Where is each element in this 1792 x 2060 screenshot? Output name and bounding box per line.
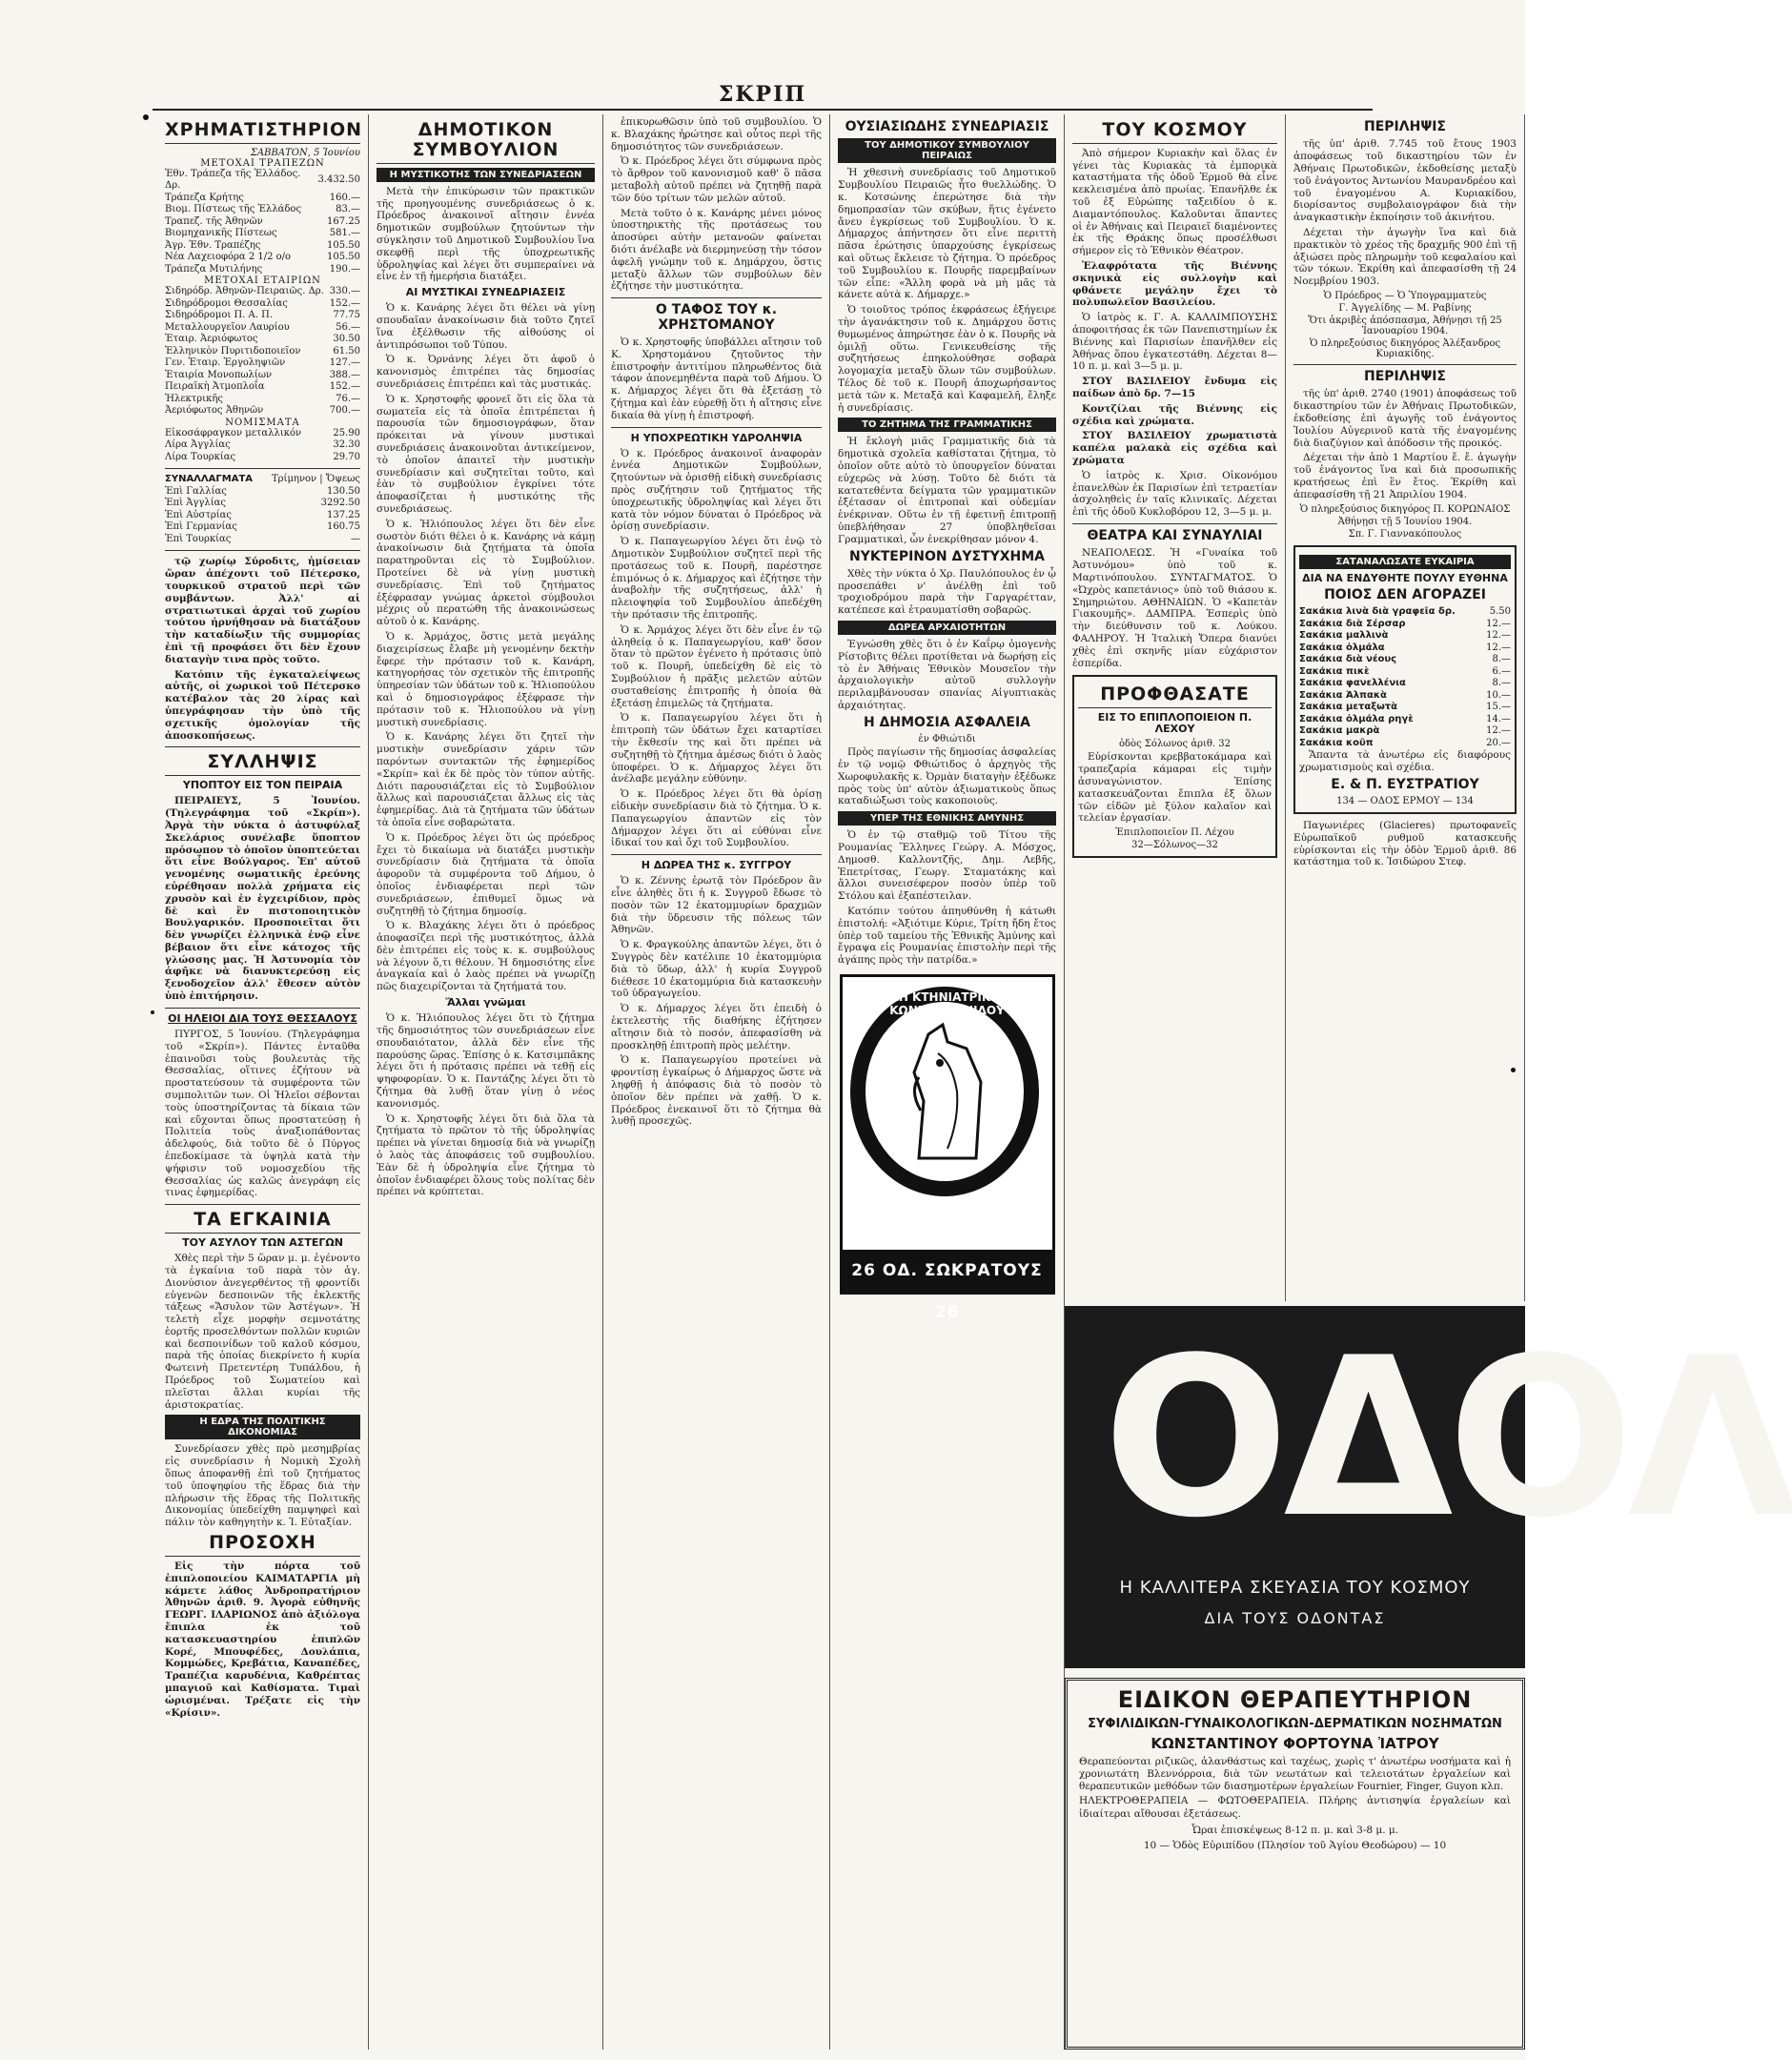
- rate-row: [165, 216, 360, 229]
- world-text: Ἀπὸ σήμερον Κυριακὴν καὶ ὅλας ἐν γένει τὰς Κυριακὰς τὰ ἐμπορικὰ καταστήματα τῆς ὁδοῦ Ἑρμοῦ θὰ εἶνε κεκλεισμένα ἀπὸ πρωίας. Ἐπανῆλθε ἐκ τοῦ ἐξ Εὐρώπης ταξειδίου ὁ κ. Διαμαντόπουλος. Καλοῦνται ἅπαντες οἱ ἐν Ἀθήναις καὶ Πειραιεῖ διαμένοντες ἐκ τῆς Θράκης ὅπως προσέλθωσι σήμερον εἰς τὸ Ἐθνικὸν Θέατρον.: [1072, 147, 1277, 257]
- safety-text: Πρὸς παγίωσιν τῆς δημοσίας ἀσφαλείας ἐν τῷ νομῷ Φθιώτιδος ὁ ἀρχηγὸς τῆς Χωροφυλακῆς κ. Ὀρμὰν διαταγὴν ἐξέδωκε πρὸς τοὺς ὑπ' αὐτὸν ἀξιωματικοὺς ὅπως καταδιώξωσι τοὺς κακοποιοὺς.: [838, 746, 1056, 807]
- opening-subtitle: ΤΟΥ ΑΣΥΛΟΥ ΤΩΝ ΑΣΤΕΓΩΝ: [182, 1236, 343, 1250]
- price-item-label: Σακάκια διὰ Σέρσαρ: [1299, 618, 1406, 629]
- grammar-title: ΤΟ ΖΗΤΗΜΑ ΤΗΣ ΓΡΑΜΜΑΤΙΚΗΣ: [838, 418, 1056, 432]
- rate-name: Ἐταιρ. Ἀεριόφωτος: [165, 334, 258, 345]
- summary-1-lawyer: Ὁ πληρεξούσιος δικηγόρος Ἀλέξανδρος Κυριακίδης.: [1309, 337, 1501, 359]
- masthead-title: ΣΚΡΙΠ: [718, 82, 807, 107]
- rate-row: [165, 394, 360, 406]
- rate-row: [165, 439, 360, 452]
- rate-value: 330.—: [329, 286, 360, 297]
- furniture-ad: [1072, 675, 1277, 858]
- c3-p2: Ὁ κ. Πρόεδρος λέγει ὅτι σύμφωνα πρὸς τὸ ἄρθρον τοῦ κανονισμοῦ καθ' ὃ πᾶσα μεταβολὴ αὐτοῦ πρέπει νὰ ζητηθῇ παρὰ τῶν δύο τρίτων τῶν μελῶν αὐτοῦ.: [611, 155, 822, 204]
- rate-row: [165, 240, 360, 253]
- theatre-text: ΝΕΑΠΟΛΕΩΣ. Ἡ «Γυναίκα τοῦ Ἀστυνόμου» ὑπὸ τοῦ κ. Μαρτινόπουλου. ΣΥΝΤΑΓΜΑΤΟΣ. Ὁ «Ὠχρὸς καπετάνιος» ὑπὸ τοῦ θιάσου κ. Σημηριώτου. ΑΘΗΝΑΙΩΝ. Ὁ «Καπετὰν Γιακουμῆς». ΔΑΜΠΡΑ. Ἑσπερὶς ὑπὸ τὴν διεύθυνσιν τοῦ κ. Λούκου. ΦΑΛΗΡΟΥ. Ἡ Ἰταλικὴ Ὄπερα διανύει χθὲς ἐπὶ σκηνῆς μίαν εὐχάριστον ἑσπερίδα.: [1072, 547, 1277, 669]
- arrest-subtitle: ΥΠΟΠΤΟΥ ΕΙΣ ΤΟΝ ΠΕΙΡΑΙΑ: [182, 779, 343, 792]
- price-item-value: 12.—: [1486, 642, 1511, 653]
- council-p7: Ὁ κ. Κανάρης λέγει ὅτι ζητεῖ τὴν μυστικὴν συνεδρίασιν χάριν τῶν παρόντων συντακτῶν τῆς ἐφημερίδος «Σκρίπ» καὶ ἐκ δὲ πρὸς τὸν τύπον αὐτῆς. Διότι παρουσιάζεται εἰς τὸ Συμβούλιον ἄλλως καὶ παρουσιάζεται ἄλλως εἰς τὰς ἐφημερίδας. Διὰ τὰ ζητήματα τῶν ὑδάτων τὰ ὁποῖα εἶνε σοβαρώτατα.: [377, 731, 595, 828]
- furniture-ad-title: ΠΡΟΦΘΑΣΑΤΕ: [1078, 684, 1272, 708]
- price-item-value: 12.—: [1486, 630, 1511, 641]
- secret-head: ΑΙ ΜΥΣΤΙΚΑΙ ΣΥΝΕΔΡΙΑΣΕΙΣ: [405, 286, 566, 299]
- rate-row: [165, 534, 360, 546]
- furniture-ad-footer: Ἐπιπλοποιεῖον Π. Λέχου: [1115, 827, 1234, 839]
- rate-name: Ἐπὶ Τουρκίας: [165, 533, 232, 544]
- rate-value: 581.—: [329, 228, 360, 239]
- rate-row: [165, 204, 360, 216]
- syngros-text-3: Ὁ κ. Δήμαρχος λέγει ὅτι ἐπειδὴ ὁ ἐκτελεστὴς τῆς διαθήκης ἐζήτησεν αἴτησιν διὰ τὸ ποσόν, ἀπεφασίσθη νὰ προσκληθῇ ἐπιτροπὴ πρὸς μελέτην.: [611, 1003, 822, 1051]
- rate-value: 388.—: [329, 369, 360, 380]
- council-p9: Ὁ κ. Βλαχάκης λέγει ὅτι ὁ πρόεδρος ἀποφασίζει περὶ τῆς μυστικότητος, ἀλλὰ δὲν ἐπιτρέπει εἰς τοὺς κ. κ. συμβούλους νὰ λέγουν ὅ,τι θέλουν. Ἡ δημοσιότης εἶνε ἀναγκαία καὶ ὁ λαὸς πρέπει νὰ γνωρίζῃ πῶς διαχειρίζονται τὰ ζητήματά του.: [377, 920, 595, 993]
- attention-title: ΠΡΟΣΟΧΗ: [165, 1533, 360, 1557]
- rate-name: Ἐπὶ Γερμανίας: [165, 521, 237, 533]
- fx-text-2: Κατόπιν τῆς ἐγκαταλείψεως αὐτῆς, οἱ χωρικοὶ τοῦ Πέτερσκο κατέβαλον τὰς 20 λίρας καὶ ὑπεγράφησαν τὴν ὑπὸ τῆς σχετικῆς ὁμολογίαν τῆς ἀποσκοπήσεως.: [165, 668, 360, 742]
- companies-table: [165, 286, 360, 418]
- clothing-ad-subtitle-2: ΠΟΙΟΣ ΔΕΝ ΑΓΟΡΑΖΕΙ: [1324, 586, 1486, 602]
- vienna-text: Ὁ ἰατρὸς κ. Γ. Α. ΚΑΛΛΙΜΠΟΥΣΗΣ ἀποφοιτήσας ἐκ τῶν Πανεπιστημίων ἐκ Βιέννης καὶ Παρισίων ἐπανῆλθεν εἰς Ἀθήνας ὅπου ἐγκατεστάθη. Δέχεται 8—10 π. μ. καὶ 3—5 μ. μ.: [1072, 312, 1277, 373]
- rate-row: [165, 521, 360, 534]
- coins-table: [165, 428, 360, 464]
- price-list-item: [1299, 666, 1511, 679]
- rate-row: [165, 228, 360, 240]
- rate-value: 127.—: [329, 357, 360, 369]
- elis-text: ΠΥΡΓΟΣ, 5 Ἰουνίου. (Τηλεγράφημα τοῦ «Σκρίπ»). Πάντες ἐνταῦθα ἐπαινοῦσι τοὺς βουλευτὰς τῆς Θεσσαλίας, οἵτινες ἐζήτουν νὰ προστατεύσουν τὰ συμφέροντα τῶν συμπολιτῶν των. Οἱ Ἠλεῖοι σέβονται τοὺς ὑποστηρίζοντας τὰ δίκαια τῶν καὶ εὔχονται ὅπως προστατεύσῃ ἡ Πολιτεία τοὺς ἀναξιοπάθοντας ἀδελφούς, διὰ τοῦτο δὲ ὁ Πύργος ἐπεδοκίμασε τὰ ὑψηλὰ κατὰ τὴν ψήφισιν τοῦ νομοσχεδίου τῆς Θεσσαλίας ὡς καλῶς ἀνεγράφη εἰς τινας ἐφημερίδας.: [165, 1028, 360, 1199]
- rate-name: Τραπεζ. τῆς Ἀθηνῶν: [165, 215, 263, 227]
- rate-value: 152.—: [329, 381, 360, 393]
- rate-value: 700.—: [329, 405, 360, 417]
- clothing-shop-name: Ε. & Π. ΕΥΣΤΡΑΤΙΟΥ: [1331, 776, 1479, 792]
- c3-p1: ἐπικυρωθῶσιν ὑπὸ τοῦ συμβουλίου. Ὁ κ. Βλαχάκης ἠρώτησε καὶ οὗτος περὶ τῆς δημοσιότητος τῶν συνεδριάσεων.: [611, 116, 822, 153]
- rate-name: Ἠλεκτρικῆς: [165, 393, 223, 404]
- clothing-ad-text: Ἅπαντα τὰ ἀνωτέρω εἰς διαφόρους χρωματισμοὺς καὶ σχέδια.: [1299, 749, 1511, 773]
- summary-1-signer-names: Γ. Ἀγγελίδης — Μ. Ραβίνης: [1338, 302, 1472, 314]
- rate-row: [165, 322, 360, 335]
- price-list-item: [1299, 642, 1511, 655]
- clothing-ad: [1293, 545, 1517, 814]
- council-p5: Ὁ κ. Ἠλιόπουλος λέγει ὅτι δὲν εἶνε σωστὸν διότι θέλει ὁ κ. Κανάρης νὰ κάμῃ ἀνακοίνωσιν διὰ ζητήματα τὰ ὁποῖα παρατηροῦνται εἰς τὸ Συμβούλιον. Προτείνει δὲ νὰ γίνῃ μυστικὴ συνεδρίασις. Ἐπὶ τοῦ ζητήματος ἐξέφρασαν γνώμας ἀρκετοὶ σύμβουλοι μέχρις οὗ περατώθη τῆς ἀνακοινώσεως αὐτοῦ ὁ κ. Κανάρης.: [377, 518, 595, 628]
- defense-text-2: Κατόπιν τούτου ἀπηυθύνθη ἡ κάτωθι ἐπιστολή: «Ἀξιότιμε Κύριε, Τρίτη ἤδη ἔτος ὑπὲρ τοῦ ταμείου τῆς Ἐθνικῆς Ἀμύνης καὶ ἔγραψα εἰς Ρουμανίας ἐπιστολὴν περὶ τῆς ἀγάπης πρὸς τὴν πατρίδα.»: [838, 906, 1056, 967]
- rate-value: 105.50: [327, 239, 360, 251]
- print-speck: [143, 114, 149, 120]
- tomb-title: Ο ΤΑΦΟΣ ΤΟΥ κ. ΧΡΗΣΤΟΜΑΝΟΥ: [655, 302, 778, 333]
- rate-name: Βιομ. Πίστεως τῆς Ἑλλάδος: [165, 204, 302, 215]
- attention-text: Εἰς τὴν πόρτα τοῦ ἐπιπλοποιείου ΚΑΙΜΑΤΑΡΓΙΑ μὴ κάμετε λάθος Ἀνδροπρατήριον Ἀθηνῶν ἀριθ. 9. Ἀγορὰ εὐθηνῆς ΓΕΩΡΓ. ΙΛΑΡΙΩΝΟΣ ἀπὸ ἀξιόλογα ἔπιπλα ἐκ τοῦ κατασκευαστηρίου ἐπιπλῶν Κορέ, Μπουφέδες, Δουλάπια, Κομμώδες, Κρεβάτια, Καναπέδες, Τραπέζια καρυδένια, Καθρέπτας μπαγιοῦ καὶ Καθίσματα. Τιμαὶ ὡρισμέναι. Τρέξατε εἰς τὴν «Κρίσιν».: [165, 1560, 360, 1719]
- price-item-label: Σακάκια πικὲ: [1299, 665, 1370, 677]
- defense-title: ΥΠΕΡ ΤΗΣ ΕΘΝΙΚΗΣ ΑΜΥΝΗΣ: [838, 811, 1056, 826]
- price-item-label: Σακάκια λινὰ διὰ γραφεῖα δρ.: [1299, 606, 1456, 617]
- rate-row: [165, 486, 360, 499]
- new-opinions-head: Ἄλλαι γνῶμαι: [445, 996, 526, 1010]
- price-item-label: Σακάκια διὰ νέους: [1299, 654, 1397, 664]
- rate-row: [165, 334, 360, 346]
- rate-name: Πειραϊκὴ Ἀτμοπλοΐα: [165, 381, 265, 393]
- furniture-ad-address: 32—Σόλωνος—32: [1131, 840, 1218, 851]
- summary-1-text-2: Δέχεται τὴν ἀγωγὴν ἵνα καὶ διὰ πρακτικὸν τὸ χρέος τῆς δραχμῆς 900 ἐπὶ τῇ ἀξιώσει πρὸς πληρωμὴν τοῦ κεφαλαίου καὶ τῶν τόκων. Ἐκρίθη καὶ ἀπεφασίσθη τῇ 24 Νοεμβρίου 1903.: [1293, 226, 1517, 288]
- price-item-value: 14.—: [1486, 713, 1511, 724]
- gift-text: Ἐγνώσθη χθὲς ὅτι ὁ ἐν Καΐρῳ ὁμογενὴς Ρίστοβιτς θέλει προτίθεται νὰ δωρήσῃ εἰς τὸ ἐν Ἀθήναις Ἐθνικὸν Μουσεῖον τὴν ἀρχαιολογικὴν αὐτοῦ συλλογὴν περιλαμβάνουσαν σπανίας Αἰγυπτιακὰς ἀρχαιότητας.: [838, 639, 1056, 712]
- rate-name: Λίρα Ἀγγλίας: [165, 439, 231, 451]
- rate-name: Μεταλλουργεῖον Λαυρίου: [165, 321, 290, 333]
- rate-name: Ἐταιρία Μονοπωλίων: [165, 369, 273, 380]
- clinic-subtitle: ΣΥΦΙΛΙΔΙΚΩΝ-ΓΥΝΑΙΚΟΛΟΓΙΚΩΝ-ΔΕΡΜΑΤΙΚΩΝ ΝΟΣΗΜΑΤΩΝ: [1088, 1717, 1502, 1731]
- price-item-value: 5.50: [1489, 606, 1511, 617]
- rate-name: Ἐπὶ Αὐστρίας: [165, 509, 233, 520]
- price-list-item: [1299, 678, 1511, 690]
- syngros-title: Η ΔΩΡΕΑ ΤΗΣ κ. ΣΥΓΓΡΟΥ: [641, 859, 792, 872]
- council-subtitle: Η ΜΥΣΤΙΚΟΤΗΣ ΤΩΝ ΣΥΝΕΔΡΙΑΣΕΩΝ: [377, 168, 595, 182]
- rate-value: 29.70: [333, 451, 360, 462]
- rate-name: Γεν. Ἐταιρ. Ἐργοληψιῶν: [165, 357, 286, 369]
- rate-name: Νέα Λαχειοφόρα 2 1/2 ο/ο: [165, 252, 292, 263]
- furniture-ad-street: ὁδὸς Σόλωνος ἀριθ. 32: [1119, 739, 1231, 750]
- rate-value: 160.—: [329, 192, 360, 203]
- defense-text: Ὁ ἐν τῷ σταθμῷ τοῦ Τίτου τῆς Ρουμανίας Ἕλληνες Γεώργ. Α. Μόσχος, Δημοσθ. Καλλοντζῆς, Δημ. Λεβῆς, Ἐπετρίτσας, Γεωργ. Σταματάκης καὶ ἄλλοι συνεισέφερον ποσὸν ὑπὲρ τοῦ Στόλου καὶ ἐξαπέστειλαν.: [838, 829, 1056, 903]
- exchange-title: ΧΡΗΜΑΤΙΣΤΗΡΙΟΝ: [165, 120, 360, 144]
- rate-name: Λίρα Τουρκίας: [165, 451, 236, 462]
- rate-value: 160.75: [327, 521, 360, 533]
- council-p3: Ὁ κ. Ὀρνάνης λέγει ὅτι ἀφοῦ ὁ κανονισμὸς ἐπιτρέπει τὰς δημοσίας συνεδριάσεις ἐπιτρέπει καὶ τὰς μυστικάς.: [377, 354, 595, 391]
- rate-row: [165, 286, 360, 298]
- clothing-ad-subtitle: ΔΙΑ ΝΑ ΕΝΔΥΘΗΤΕ ΠΟΥΛΥ ΕΥΘΗΝΑ: [1302, 571, 1508, 584]
- column-6: [1286, 114, 1525, 1301]
- rate-row: [165, 298, 360, 311]
- rate-row: [165, 405, 360, 418]
- price-item-label: Σακάκια μαλλινὰ: [1299, 630, 1389, 641]
- syngros-text-2: Ὁ κ. Φραγκούλης ἀπαντῶν λέγει, ὅτι ὁ Συγγρὸς δὲν κατέλιπε 10 ἑκατομμύρια διὰ τὸ ὕδωρ, ἀλλ' ἡ κυρία Συγγροῦ διέθεσε 10 ἑκατομμύρια διὰ κατασκευὴν τοῦ ὑδραγωγείου.: [611, 939, 822, 1000]
- odol-tagline: Η ΚΑΛΛΙΤΕΡΑ ΣΚΕΥΑΣΙΑ ΤΟΥ ΚΟΣΜΟΥ: [1119, 1578, 1471, 1598]
- rate-row: [165, 310, 360, 322]
- summary-1-signers: Ὁ Πρόεδρος — Ὁ Ὑπογραμματεὺς: [1323, 290, 1487, 301]
- council-title: ΔΗΜΟΤΙΚΟΝ ΣΥΜΒΟΥΛΙΟΝ: [377, 120, 595, 164]
- syngros-text-1: Ὁ κ. Ζέννης ἐρωτᾷ τὸν Πρόεδρον ἂν εἶνε ἀληθὲς ὅτι ἡ κ. Συγγροῦ ἔδωσε τὸ ποσὸν τῶν 12 ἑκατομμυρίων δραχμῶν διὰ τὴν ὕδρευσιν τῆς πόλεως τῶν Ἀθηνῶν.: [611, 875, 822, 936]
- price-list-item: [1299, 619, 1511, 631]
- rate-name: Σιδηρόδρομοι Θεσσαλίας: [165, 297, 288, 309]
- price-item-label: Σακάκια ὀλμάλα: [1299, 642, 1385, 653]
- rate-name: Ἐπὶ Γαλλίας: [165, 485, 227, 497]
- summary-1-title: ΠΕΡΙΛΗΨΙΣ: [1364, 119, 1446, 134]
- rate-value: 130.50: [327, 485, 360, 497]
- rate-row: [165, 370, 360, 382]
- price-list-item: [1299, 654, 1511, 666]
- rate-value: 137.25: [327, 509, 360, 520]
- rate-value: 56.—: [336, 321, 360, 333]
- politics-text: Συνεδρίασεν χθὲς πρὸ μεσημβρίας εἰς συνεδρίασιν ἡ Νομικὴ Σχολὴ ὅπως ἀποφανθῇ ἐπὶ τοῦ ζητήματος τοῦ ὑποψηφίου τῆς ἕδρας διὰ τὴν πλήρωσιν τῆς ἕδρας τῆς Πολιτικῆς Δικονομίας ὑπεδείχθη παμψηφεὶ καὶ πάλιν τὸν καθηγητὴν κ. Ἰ. Εὐταξίαν.: [165, 1443, 360, 1529]
- clinic-doctor: ΚΩΝΣΤΑΝΤΙΝΟΥ ΦΟΡΤΟΥΝΑ ἸΑΤΡΟΥ: [1151, 1735, 1439, 1752]
- rate-name: Σιδηρόδρ. Ἀθηνῶν-Πειραιῶς. Δρ.: [165, 286, 324, 297]
- clothing-shop-address: 134 — ΟΔΟΣ ΕΡΜΟΥ — 134: [1336, 795, 1474, 806]
- price-list-item: [1299, 702, 1511, 714]
- water-text-3: Ὁ κ. Ἀρμάχος λέγει ὅτι δὲν εἶνε ἐν τῷ ἀληθείᾳ ὁ κ. Παπαγεωργίου, καθ' ὅσον ὅταν τὸ πρῶτον ἐγένετο ἡ πρότασις ὑπὸ τοῦ κ. Πουρῆ, ὑπεδείχθη δὲ εἰς τὸ Συμβούλιον ἡ πρᾶξις μελετῶν αὐτῶν συσταθείσης ἐπιτροπῆς ἡ ὁποία θὰ ἐξετάσῃ ἐπιμελῶς τὰ ζητήματα.: [611, 623, 822, 709]
- summary-2-title: ΠΕΡΙΛΗΨΙΣ: [1364, 368, 1446, 384]
- print-speck: [151, 1010, 154, 1014]
- price-list-item: [1299, 606, 1511, 619]
- companies-head: ΜΕΤΟΧΑΙ ΕΤΑΙΡΙΩΝ: [204, 275, 321, 287]
- council-p8: Ὁ κ. Πρόεδρος λέγει ὅτι ὡς πρόεδρος ἔχει τὸ δικαίωμα νὰ διατάξει μυστικὴν συνεδρίασιν διὰ ζητήματα τὰ ὁποῖα ἀφοροῦν τὰ συμφέροντα τοῦ Δήμου, ὁ ὁποῖος ἐνδιαφέρεται περὶ τῶν συνεδριάσεων, ἐπιθυμεῖ ὅμως νὰ συζητηθῇ τὸ ζήτημα δημοσίᾳ.: [377, 831, 595, 917]
- column-2: [369, 114, 603, 2050]
- rate-value: 105.50: [327, 252, 360, 263]
- rate-name: Βιομηχανικῆς Πίστεως: [165, 228, 277, 239]
- rate-value: 83.—: [336, 204, 360, 215]
- water-text-1: Ὁ κ. Πρόεδρος ἀνακοινοῖ ἀναφορὰν ἐννέα Δημοτικῶν Συμβούλων, ζητούντων νὰ ὁρισθῇ εἰδικὴ συνεδρίασις πρὸς συζήτησιν τοῦ ζητήματος τῆς ὑποχρεωτικῆς ὑδροληψίας καὶ λέγει ὅτι κατὰ τὸν νόμον δύναται ὁ Πρόεδρος νὰ ὁρίσῃ συνεδρίασιν.: [611, 447, 822, 533]
- council-p10: Ὁ κ. Ἠλιόπουλος λέγει ὅτι τὸ ζήτημα τῆς δημοσιότητος τῶν συνεδριάσεων εἶνε σπουδαιότατον, ἀλλὰ δὲν εἶνε τῆς παρούσης ὥρας. Ἐπίσης ὁ κ. Κατσιμπᾶκης λέγει ὅτι ἡ πρότασις πρέπει νὰ τεθῇ εἰς ψηφοφορίαν. Ὁ κ. Παντάζης λέγει ὅτι τὸ ζήτημα θὰ λυθῇ ὅταν γίνῃ ὁ νέος κανονισμός.: [377, 1012, 595, 1110]
- price-item-value: 6.—: [1492, 665, 1511, 677]
- price-item-label: Σακάκια μακρὰ: [1299, 725, 1380, 736]
- rate-value: 76.—: [336, 393, 360, 404]
- summary-2-lawyer: Σπ. Γ. Γιαννακόπουλος: [1348, 528, 1462, 540]
- summary-2-sign: Ὁ πληρεξούσιος δικηγόρος Π. ΚΟΡΩΝΑΙΟΣ: [1299, 503, 1511, 515]
- exchange-date: ΣΑΒΒΑΤΟΝ, 5 Ἰουνίου: [250, 147, 360, 158]
- rate-name: Ἐπὶ Ἀγγλίας: [165, 498, 226, 509]
- summary-1-text: τῆς ὑπ' ἀριθ. 7.745 τοῦ ἔτους 1903 ἀποφάσεως τοῦ δικαστηρίου τῶν ἐν Ἀθήναις Πρωτοδικῶν, ἐκδοθείσης μεταξὺ τοῦ ἐνάγοντος Ἀντωνίου Μαυρανδρέου καὶ τοῦ ἐναγομένου Α. Κυριακίδου, διορίσαντος συμβολαιογράφον διὰ τὴν ἀναγκαστικὴν ἐκποίησιν τοῦ ἀκινήτου.: [1293, 138, 1517, 224]
- vienna-title: Ἐλαφρότατα τῆς Βιέννης σκηνικὰ εἰς συλλογὴν καὶ φθάνετε μεγάλην ἔχει τὸ πολυπωλεῖον Βασιλείου.: [1072, 260, 1277, 309]
- rate-name: Τράπεζα Κρήτης: [165, 192, 244, 203]
- price-list-item: [1299, 714, 1511, 726]
- water-text-5: Ὁ κ. Πρόεδρος λέγει ὅτι θὰ ὁρίσῃ εἰδικὴν συνεδρίασιν διὰ τὸ ζήτημα. Ὁ κ. Παπαγεωργίου ἀπαντῶν εἰς τὸν Δήμαρχον λέγει ὅτι αἱ εὐθύναι εἶνε ἰδικαί του καὶ ὄχι τοῦ Συμβουλίου.: [611, 788, 822, 849]
- council-p1: Μετὰ τὴν ἐπικύρωσιν τῶν πρακτικῶν τῆς προηγουμένης συνεδριάσεως ὁ κ. Πρόεδρος ἀνακοινοῖ αἴτησιν ἐννέα δημοτικῶν συμβούλων ζητούντων τὴν σύγκλησιν τοῦ Δημοτικοῦ Συμβουλίου ἵνα σκεφθῇ περὶ τῆς ὑποχρεωτικῆς ὑδροληψίας καὶ λέγει ὅτι συμπεραίνει νὰ εἶνε ἐν τῇ ἡμερήσια διατάξει.: [377, 185, 595, 283]
- price-list-item: [1299, 690, 1511, 703]
- rate-row: [165, 357, 360, 370]
- odol-logo: ΟΔΟΛ: [1103, 1312, 1792, 1566]
- basileiou-2-text: Ὁ ἰατρὸς κ. Χρισ. Οἰκονόμου ἐπανελθὼν ἐκ Παρισίων ἐπὶ τετραετίαν ἀσχοληθεὶς ἐν ταῖς κλινικαῖς. Δέχεται ἐπὶ τῆς ὁδοῦ Κυκλοβόρου 12, 3—5 μ. μ.: [1072, 469, 1277, 519]
- rate-value: 77.75: [333, 310, 360, 321]
- price-item-label: Σακάκια κοῦπ: [1299, 737, 1374, 748]
- price-item-value: 15.—: [1486, 702, 1511, 712]
- rate-row: [165, 264, 360, 276]
- syngros-text-4: Ὁ κ. Παπαγεωργίου προτείνει νὰ φροντίσῃ ἐγκαίρως ὁ Δήμαρχος ὥστε νὰ ληφθῇ ἡ ἀπόφασις διὰ τὸ ποσὸν τὸ ὁποῖον δὲν πρέπει νὰ χαθῇ. Ὁ κ. Πρόεδρος ἐνεκαινοῖ ὅτι τὸ ζήτημα θὰ λυθῇ προσεχῶς.: [611, 1054, 822, 1128]
- price-item-value: 12.—: [1486, 725, 1511, 736]
- basileiou-text: Κοντζίλαι τῆς Βιέννης εἰς σχέδια καὶ χρώματα.: [1072, 402, 1277, 427]
- rate-value: 167.25: [327, 215, 360, 227]
- rate-row: [165, 428, 360, 440]
- arrest-title: ΣΥΛΛΗΨΙΣ: [165, 752, 360, 776]
- clinic-text-2: ΗΛΕΚΤΡΟΘΕΡΑΠΕΙΑ — ΦΩΤΟΘΕΡΑΠΕΙΑ. Πλήρης ἀντισηψία ἐργαλείων καὶ ἰδιαίτεραι αἴθουσαι ἐξετάσεως.: [1079, 1795, 1511, 1820]
- fx-text: τῷ χωρίῳ Σύροδιτς, ἡμίσειαν ὥραν ἀπέχοντι τοῦ Πέτερσκο, τουρκικοῦ στρατοῦ περὶ τῶν συμβάντων. Ἀλλ' αἱ στρατιωτικαὶ ἀρχαὶ τοῦ χωρίου τούτου ἠρνήθησαν νὰ διατάξουν τὴν καταδίωξιν τῆς συμμορίας ἐπὶ τῇ προφάσει ὅτι δὲν ἔχουν διαταγὴν τινα πρὸς τοῦτο.: [165, 556, 360, 665]
- rate-value: 61.50: [333, 345, 360, 357]
- column-4: [830, 114, 1065, 2050]
- fx-table: [165, 486, 360, 546]
- coins-head: ΝΟΜΙΣΜΑΤΑ: [225, 417, 300, 428]
- night-text: Χθὲς τὴν νύκτα ὁ Χρ. Παυλόπουλος ἐν ᾧ προσεπάθει ν' ἀνέλθῃ ἐπὶ τοῦ τροχιοδρόμου παρὰ τὴν Γαργαρέτταν, κατέπεσε καὶ ἐτραυματίσθη σοβαρῶς.: [838, 567, 1056, 617]
- rate-name: Ἀεριόφωτος Ἀθηνῶν: [165, 405, 264, 417]
- print-speck: [1511, 1068, 1516, 1072]
- clinic-text: Θεραπεύονται ριζικῶς, ἀλανθάστως καὶ ταχέως, χωρὶς τ' ἀνωτέρω νοσήματα καὶ ἡ χρονιωτάτη Βλεννόρροια, διὰ τῶν νεωτάτων καὶ τελειοτάτων ἐργαλείων καὶ θεραπευτικῶν μεθόδων τῶν διασημοτέρων ἐργαλείων Fournier, Finger, Guyon κλπ.: [1079, 1756, 1511, 1793]
- c3-p3: Μετὰ τοῦτο ὁ κ. Κανάρης μένει μόνος ὑποστηρικτὴς τῆς προτάσεως του ἀποσύρει αὐτὴν μετανοῶν φαίνεται διότι ἀνέλαβε νὰ διερμηνεύσῃ τὴν τόσον ἀφελῆ γνώμην τοῦ κ. Δημάρχου, ὅστις μεταξὺ ἄλλων τῶν συμβούλων δὲν ἐζήτησε τὴν μυστικότητα.: [611, 207, 822, 293]
- elis-title: ΟΙ ΗΛΕΙΟΙ ΔΙΑ ΤΟΥΣ ΘΕΣΣΑΛΟΥΣ: [168, 1011, 357, 1025]
- rate-value: —: [351, 533, 360, 544]
- clothing-price-list: [1299, 606, 1511, 749]
- rate-name: Ἀγρ. Ἐθν. Τραπέζης: [165, 239, 261, 251]
- odol-tagline-2: ΔΙΑ ΤΟΥΣ ΟΔΟΝΤΑΣ: [1204, 1609, 1386, 1627]
- rate-row: [165, 169, 360, 193]
- price-item-value: 12.—: [1486, 618, 1511, 629]
- council-p2: Ὁ κ. Κανάρης λέγει ὅτι θέλει νὰ γίνῃ σπουδαῖαν ἀνακοίνωσιν διὰ τοῦτο ζητεῖ ἵνα ἐξέλθωσιν τῆς αἰθούσης οἱ ἀντιπρόσωποι τοῦ Τύπου.: [377, 302, 595, 351]
- rate-row: [165, 346, 360, 358]
- cols-text-2: Ὁ τοιοῦτος τρόπος ἐκφράσεως ἐξήγειρε τὴν ἀγανάκτησιν τοῦ κ. Δημάρχου ὅστις θυμωμένος ἀπηρώτησε ἐὰν ὁ κ. Πουρῆς νὰ ὁμιλῇ οὕτω. Γενικευθείσης τῆς συζητήσεως ἐπηκολούθησε σοβαρὰ λογομαχία μεταξὺ ὅλων τῶν συμβούλων. Τέλος δὲ τοῦ κ. Πουρῆ ἀποχωρήσαντος μετὰ τῶν κ. Μεταξᾶ καὶ Καφαμελῆ, ἔληξε ἡ συνεδρίασις.: [838, 304, 1056, 414]
- furniture-ad-subtitle: ΕΙΣ ΤΟ ΕΠΙΠΛΟΠΟΙΕΙΟΝ Π. ΛΕΧΟΥ: [1097, 711, 1252, 736]
- basileiou-title: ΣΤΟΥ ΒΑΣΙΛΕΙΟΥ ἔνδυμα εἰς παίδων ἀπὸ δρ. 7—15: [1072, 376, 1277, 400]
- price-item-label: Σακάκια Ἀλπακὰ: [1299, 689, 1387, 701]
- column-1: [157, 114, 369, 2050]
- rate-value: 190.—: [329, 263, 360, 275]
- rate-row: [165, 252, 360, 264]
- horse-head-icon: [900, 1025, 995, 1168]
- clinic-address: 10 — Ὁδὸς Εὐριπίδου (Πλησίον τοῦ Ἁγίου Θεοδώρου) — 10: [1143, 1839, 1447, 1851]
- fx-sub: Τρίμηνον | Ὄψεως: [271, 474, 360, 485]
- price-item-label: Σακάκια φανελλένια: [1299, 678, 1406, 688]
- banks-head: ΜΕΤΟΧΑΙ ΤΡΑΠΕΖΩΝ: [200, 157, 325, 169]
- price-item-value: 8.—: [1492, 654, 1511, 664]
- rate-row: [165, 498, 360, 510]
- price-list-item: [1299, 630, 1511, 642]
- rate-row: [165, 452, 360, 464]
- cols-subtitle: ΤΟΥ ΔΗΜΟΤΙΚΟΥ ΣΥΜΒΟΥΛΙΟΥ ΠΕΙΡΑΙΩΣ: [838, 138, 1056, 163]
- rate-value: 3292.50: [320, 498, 360, 509]
- world-title: ΤΟΥ ΚΟΣΜΟΥ: [1072, 120, 1277, 144]
- safety-subtitle: ἐν Φθιώτιδι: [918, 734, 976, 745]
- rate-row: [165, 193, 360, 205]
- rate-value: 152.—: [329, 297, 360, 309]
- price-item-value: 10.—: [1486, 689, 1511, 701]
- safety-title: Η ΔΗΜΟΣΙΑ ΑΣΦΑΛΕΙΑ: [863, 714, 1031, 730]
- rate-name: Σιδηρόδρομοι Π. Α. Π.: [165, 310, 273, 321]
- rate-name: Εἰκοσάφραγκον μεταλλικόν: [165, 427, 302, 439]
- rate-value: 30.50: [333, 334, 360, 345]
- price-item-value: 8.—: [1492, 678, 1511, 688]
- masthead: [153, 82, 1373, 111]
- basileiou-2-title: ΣΤΟΥ ΒΑΣΙΛΕΙΟΥ χρωματιστὰ καπέλα μαλακὰ εἰς σχέδια καὶ χρώματα: [1072, 430, 1277, 467]
- theatre-title: ΘΕΑΤΡΑ ΚΑΙ ΣΥΝΑΥΛΙΑΙ: [1087, 528, 1263, 543]
- clinic-hours: Ὧραι ἐπισκέψεως 8-12 π. μ. καὶ 3-8 μ. μ.: [1191, 1824, 1399, 1836]
- clinic-title: ΕΙΔΙΚΟΝ ΘΕΡΑΠΕΥΤΗΡΙΟΝ: [1117, 1686, 1473, 1713]
- summary-2-text: τῆς ὑπ' ἀριθ. 2740 (1901) ἀποφάσεως τοῦ δικαστηρίου τῶν ἐν Ἀθήναις Πρωτοδικῶν, ἐκδοθείσης ἐπὶ ἀγωγῆς τοῦ ἐνάγοντος Ἰουλίου Αὐγερινοῦ κατὰ τῆς ἐναγομένης διὰ διαζύγιον καὶ ἀπόδοσιν τῆς προικός.: [1293, 388, 1517, 449]
- column-5: [1065, 114, 1286, 1301]
- price-item-value: 20.—: [1486, 737, 1511, 748]
- price-list-item: [1299, 738, 1511, 750]
- veterinary-emblem: [840, 974, 1055, 1322]
- arrest-text: ΠΕΙΡΑΙΕΥΣ, 5 Ἰουνίου. (Τηλεγράφημα τοῦ «Σκρίπ»). Ἀργὰ τὴν νύκτα ὁ ἀστυφύλαξ Σκελάριος συνέλαβε ὕποπτον πρόσωπον τὸ ὁποῖον ὑποπτεύεται ὅτι εἶνε Βούλγαρος. Ἐπ' αὐτοῦ γενομένης σωματικῆς ἐρεύνης εὑρέθησαν πολλὰ χρήματα εἰς χρυσὸν καὶ ἐν ἐγχειρίδιον, πρὸς δὲ καὶ ἓν πιστοποιητικὸν Βουλγαρικόν. Προσποιεῖται ὅτι δὲν γνωρίζει ἑλληνικὰ ἐνῷ εἶνε βέβαιον ὅτι εἶνε κάτοχος τῆς γλώσσης μας. Ἡ Ἀστυνομία τὸν ἀφῆκε νὰ διανυκτερεύσῃ εἰς ξενοδοχεῖον ἀλλ' ἔθεσεν αὐτὸν ὑπὸ ἐπιτήρησιν.: [165, 795, 360, 1003]
- cols-title: ΟΥΣΙΑΣΙΩΔΗΣ ΣΥΝΕΔΡΙΑΣΙΣ: [845, 119, 1049, 134]
- rate-value: 32.30: [333, 439, 360, 451]
- rate-value: 3.432.50: [317, 174, 360, 186]
- emblem-footer: 26 ΟΔ. ΣΩΚΡΑΤΟΥΣ 26: [843, 1250, 1052, 1292]
- council-p4: Ὁ κ. Χρηστοφῆς φρονεῖ ὅτι εἰς ὅλα τὰ σωματεῖα εἰς τὰ ὁποῖα ἐπιτρέπεται ἡ παρουσία τῶν δημοσιογράφων, ὅταν πρόκειται νὰ γίνουν μυστικαὶ συνεδριάσεις ἀνακοινοῦται ἀντικείμενον, τὸ ὁποῖον ἀπαιτεῖ τὴν μυστικὴν συνεδρίασιν καὶ συζητεῖται τοῦτο, καὶ ἐὰν τὸ συμβούλιον ἐγκρίνει τότε ἀποφασίζεται ἡ μυστικότης τῆς συνεδριάσεως.: [377, 393, 595, 515]
- council-p11: Ὁ κ. Χρηστοφῆς λέγει ὅτι διὰ ὅλα τὰ ζητήματα τὸ πρῶτον τὸ τῆς ὑδροληψίας πρέπει νὰ γίνεται δημοσίᾳ διὰ νὰ γνωρίζῃ ὁ λαὸς τὰς ἀποφάσεις τοῦ συμβουλίου. Ἐὰν δὲ ἡ ὑδροληψία εἶνε ζήτημα τὸ ὁποῖον ἐνδιαφέρει ὅλους τοὺς πολίτας δὲν πρέπει νὰ κρύπτεται.: [377, 1112, 595, 1198]
- summary-2-text-2: Δέχεται τὴν ἀπὸ 1 Μαρτίου ἔ. ἔ. ἀγωγὴν τοῦ ἐνάγοντος ἵνα καὶ διὰ προσωπικῆς κρατήσεως ἐπὶ ἓν ἔτος. Ἐκρίθη καὶ ἀπεφασίσθη τῇ 21 Ἀπριλίου 1904.: [1293, 452, 1517, 500]
- rate-row: [165, 510, 360, 522]
- fx-head: ΣΥΝΑΛΛΑΓΜΑΤΑ: [165, 474, 254, 485]
- fx-header: [165, 474, 360, 486]
- furniture-ad-text: Εὑρίσκονται κρεββατοκάμαρα καὶ τραπεζαρία κάμαραι εἰς τιμὴν ἀσυναγώνιστον. Ἐπίσης κατασκευάζονται ἔπιπλα ἐξ ὅλων τῶν εἰδῶν μὲ ξύλον καλαῖον καὶ τελείαν ἐργασίαν.: [1078, 751, 1272, 825]
- grammar-text: Ἡ ἔκλογὴ μιᾶς Γραμματικῆς διὰ τὰ δημοτικὰ σχολεῖα καθίσταται ζήτημα, τὸ ὁποῖον οὔτε αὐτὸ τὸ ὑπουργεῖον δύναται εὐχερῶς νὰ λύσῃ. Τοῦτο δὲ διότι τὰ κατατεθέντα δείγματα τῶν γραμματικῶν ἐξέτασαν οἱ ἐπιτροπαὶ καὶ οὐδεμίαν ἐνέκριναν. Οὕτω ἐν τῇ ἐφετινῇ ἐπιτροπῇ ὑπεβλήθησαν 27 ὑποβληθεῖσαι Γραμματικαὶ, ὧν ἐνεκρίθησαν μόνον 4.: [838, 436, 1056, 545]
- night-title: ΝΥΚΤΕΡΙΝΟΝ ΔΥΣΤΥΧΗΜΑ: [849, 548, 1045, 564]
- water-text-4: Ὁ κ. Παπαγεωργίου λέγει ὅτι ἡ ἐπιτροπὴ τῶν ὑδάτων ἔχει καταρτίσει τὴν ἔκθεσίν της καὶ ὅτι πρέπει νὰ συζητηθῇ τὸ ζήτημα ἀμέσως διότι ὁ λαὸς ὑποφέρει. Ὁ κ. Δήμαρχος λέγει ὅτι ἀνέλαβε μεγάλην εὐθύνην.: [611, 712, 822, 785]
- column-3: [603, 114, 830, 2050]
- rate-name: Ἐθν. Τράπεζα τῆς Ἑλλάδος. Δρ.: [165, 168, 301, 192]
- opening-text: Χθὲς περὶ τὴν 5 ὥραν μ. μ. ἐγένοντο τὰ ἐγκαίνια τοῦ παρὰ τὸν ἁγ. Διονύσιον ἀνεγερθέντος τῇ φροντίδι εὐγενῶν δεσποινῶν τῆς ἐκλεκτῆς τάξεως «Ἄσυλον τῶν Ἀστέγων». Ἡ τελετὴ εἶχε μορφὴν σεμνοτάτης ἑορτῆς προσελθόντων πολλῶν κυριῶν καὶ δεσποινίδων τοῦ καλοῦ κόσμου, παρὰ τῆς ὁποίας διεκρίνετο ἡ κυρία Φωτεινὴ Πρετεντέρη Τυπάλδου, ἡ Πρόεδρος τοῦ Σωματείου καὶ πλεῖσται ἄλλαι κυρίαι τῆς ἀριστοκρατίας.: [165, 1253, 360, 1411]
- rate-name: Ἑλληνικὸν Πυριτιδοποιεῖον: [165, 345, 301, 357]
- council-p6: Ὁ κ. Ἀρμάχος, ὅστις μετὰ μεγάλης διαχειρίσεως ἔλαβε μὴ γενομένην δεκτὴν ἔφερε τὴν πρότασιν τοῦ κ. Κανάρη, κατηγορήσας τὸν σχετικὸν τῆς ἐπιτροπῆς ὑπηρεσίαν τῶν ὑδάτων τοῦ κ. Ἠλιοπούλου καὶ ὁ δημοσιογράφος ἐξέφρασε τὴν πρότασιν τοῦ κ. Ἠλιοπούλου νὰ γίνῃ μυστικὴ συνεδρίασις.: [377, 630, 595, 728]
- price-item-label: Σακάκια ὀλμάλα ρηγὲ: [1299, 713, 1414, 724]
- opening-title: ΤΑ ΕΓΚΑΙΝΙΑ: [165, 1210, 360, 1234]
- tomb-text: Ὁ κ. Χρηστοφῆς ὑποβάλλει αἴτησιν τοῦ Κ. Χρηστομάνου ζητοῦντος τὴν ἐπιστροφὴν ἀντιτίμου πληρωθέντος διὰ τάφον ἀπονεμηθέντα παρὰ τοῦ Δήμου. Ὁ κ. Δήμαρχος λέγει ὅτι θὰ ἐξετάσῃ τὸ ζήτημα καὶ ἐὰν εὑρεθῇ ὅτι ἡ αἴτησις εἶνε δικαία θὰ γίνῃ ἡ ἐπιστροφή.: [611, 336, 822, 421]
- price-item-label: Σακάκια μεταξωτὰ: [1299, 702, 1398, 712]
- water-title: Η ΥΠΟΧΡΕΩΤΙΚΗ ΥΔΡΟΛΗΨΙΑ: [630, 431, 803, 444]
- politics-title: Η ΕΔΡΑ ΤΗΣ ΠΟΛΙΤΙΚΗΣ ΔΙΚΟΝΟΜΙΑΣ: [165, 1415, 360, 1439]
- cols-text: Ἡ χθεσινὴ συνεδρίασις τοῦ Δημοτικοῦ Συμβουλίου Πειραιῶς ἦτο θυελλώδης. Ὁ κ. Κοτσώνης ἐπερώτησε διὰ τὴν δημοπρασίαν τῶν σκύβων, ἥτις ἐγένετο ἄνευ ἐγκρίσεως τοῦ Συμβουλίου. Ὁ κ. Δήμαρχος ἀπήντησεν ὅτι εἶνε περιττὴ πᾶσα ἐρώτησις ὑπαρχούσης ἐγκρίσεως καὶ οὕτως ἔκλεισε τὸ ζήτημα. Ὁ πρόεδρος τοῦ Συμβουλίου κ. Πουρῆς παρεμβαίνων τῶν εἶπε: «Ἄλλη φορὰ νὰ μὴ μᾶς τὰ κάνετε αὐτὰ κ. Δήμαρχε.»: [838, 167, 1056, 301]
- banks-table: [165, 169, 360, 276]
- clinic-advertisement: [1065, 1678, 1525, 2050]
- rate-row: [165, 381, 360, 394]
- price-list-item: [1299, 725, 1511, 738]
- clothing-ad-title: ΣΑΤΑΝΑΛΩΣΑΤΕ ΕΥΚΑΙΡΙΑ: [1299, 555, 1511, 569]
- glaciere-text: Παγωνιέρες (Glacieres) πρωτοφανεῖς Εὐρωπαϊκοῦ ρυθμοῦ κατασκευῆς εὑρίσκονται εἰς τὴν ὁδὸν Ἑρμοῦ ἀριθ. 86 κατάστημα τοῦ κ. Ἰσιδώρου Στεφ.: [1293, 819, 1517, 868]
- summary-1-date: Ὅτι ἀκριβὲς ἀπόσπασμα, Ἀθήνῃσι τῇ 25 Ἰανουαρίου 1904.: [1308, 315, 1502, 337]
- water-text-2: Ὁ κ. Παπαγεωργίου λέγει ὅτι ἐνῷ τὸ Δημοτικὸν Συμβούλιον συζητεῖ περὶ τῆς προτάσεως τοῦ κ. Πουρῆ, παρέστησε ἐπιμόνως ὁ κ. Δήμαρχος καὶ ἐζήτησε τὴν ἀναβολὴν τῆς συζητήσεως, ἀλλ' ἡ πλειοψηφία τοῦ Συμβουλίου ἀπεδέχθη τὴν πρότασιν τῆς ἐπιτροπῆς.: [611, 536, 822, 621]
- summary-2-date: Ἀθήνῃσι τῇ 5 Ἰουνίου 1904.: [1337, 516, 1473, 527]
- odol-advertisement: [1065, 1306, 1792, 1668]
- rate-value: 25.90: [333, 427, 360, 439]
- gift-title: ΔΩΡΕΑ ΑΡΧΑΙΟΤΗΤΩΝ: [838, 621, 1056, 635]
- rate-name: Τράπεζα Μυτιλήνης: [165, 263, 263, 275]
- emblem-top-text: ΝΙΚΗ ΚΤΗΝΙΑΤΡΙΚΗ Π. ΚΩΝΣΤΑΝΤΙΝΙΔΟΥ: [876, 990, 1018, 1017]
